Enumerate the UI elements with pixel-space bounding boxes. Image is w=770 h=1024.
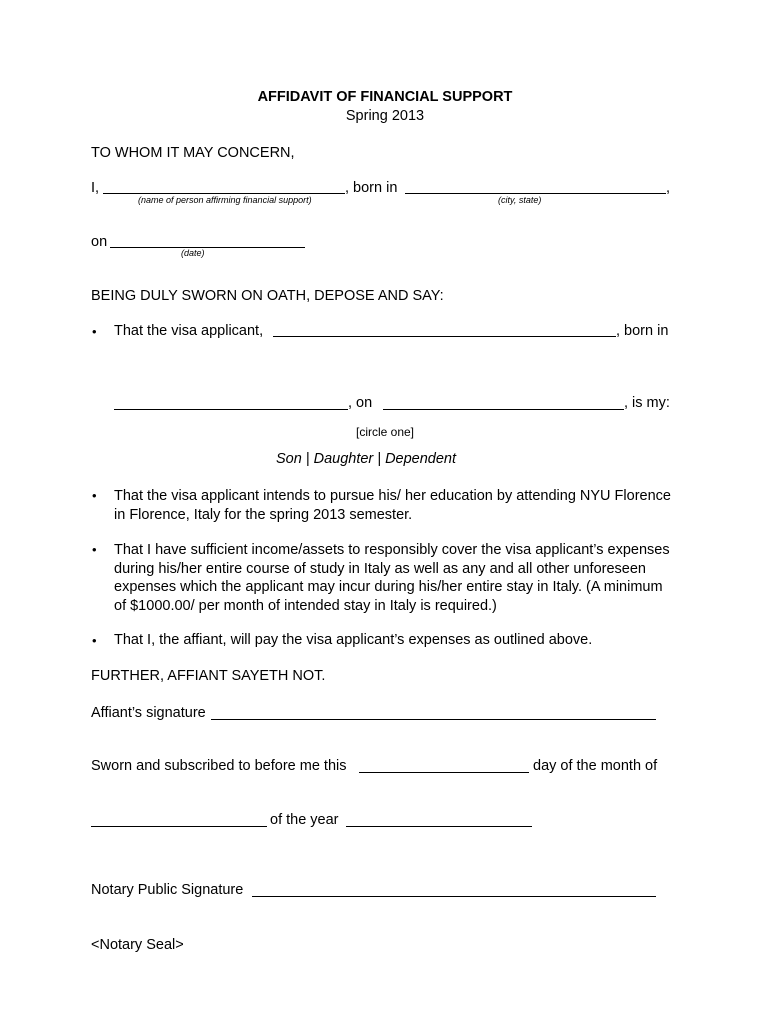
- bullet-1: •: [92, 324, 97, 339]
- sworn-year-blank[interactable]: [346, 826, 532, 827]
- sworn-suffix: day of the month of: [533, 758, 658, 774]
- document-subtitle: Spring 2013: [345, 108, 425, 124]
- line2-prefix: on: [91, 234, 108, 250]
- further-statement: FURTHER, AFFIANT SAYETH NOT.: [91, 668, 326, 684]
- item1-born-in: , born in: [616, 323, 669, 339]
- salutation: TO WHOM IT MAY CONCERN,: [91, 145, 295, 161]
- line1-prefix: I,: [91, 180, 100, 196]
- sworn-day-blank[interactable]: [359, 772, 529, 773]
- line1-born-in: , born in: [345, 180, 398, 196]
- notary-signature-blank[interactable]: [252, 896, 656, 897]
- item2-text: That the visa applicant intends to pursue his/ her education by attending NYU Florence in Florence, Italy for the spring 2013 semester.: [114, 488, 671, 523]
- relationship-options[interactable]: Son | Daughter | Dependent: [275, 451, 457, 467]
- bullet-4: •: [92, 633, 97, 648]
- item1-on: , on: [348, 395, 373, 411]
- item4-text: That I, the affiant, will pay the visa applicant’s expenses as outlined above.: [114, 632, 593, 648]
- item1-prefix: That the visa applicant,: [114, 323, 264, 339]
- sworn-of-year: of the year: [270, 812, 339, 828]
- notary-label: Notary Public Signature: [91, 882, 244, 898]
- line1-suffix: ,: [666, 180, 671, 196]
- place-hint: (city, state): [498, 195, 542, 205]
- oath-statement: BEING DULY SWORN ON OATH, DEPOSE AND SAY:: [91, 288, 444, 304]
- signature-label: Affiant’s signature: [91, 705, 206, 721]
- applicant-birthplace-blank[interactable]: [114, 409, 348, 410]
- item1-is-my: , is my:: [624, 395, 670, 411]
- name-hint: (name of person affirming financial support): [138, 195, 312, 205]
- affiant-name-blank[interactable]: [103, 193, 345, 194]
- sworn-month-blank[interactable]: [91, 826, 267, 827]
- bullet-2: •: [92, 488, 97, 503]
- bullet-3: •: [92, 542, 97, 557]
- document-title: AFFIDAVIT OF FINANCIAL SUPPORT: [257, 89, 513, 105]
- applicant-name-blank[interactable]: [273, 336, 616, 337]
- sworn-prefix: Sworn and subscribed to before me this: [91, 758, 347, 774]
- applicant-birthdate-blank[interactable]: [383, 409, 624, 410]
- circle-one-note: [circle one]: [355, 425, 415, 439]
- date-hint: (date): [181, 248, 205, 258]
- date-blank[interactable]: [110, 247, 305, 248]
- item3-text: That I have sufficient income/assets to responsibly cover the visa applicant’s expenses during his/her entire course of study in Italy as well as any and all other unforeseen expenses which the applicant may incur during his/her entire stay in Italy. (A minimum of $1000.00/ per month of intended stay in Italy is required.): [114, 542, 670, 614]
- affiant-signature-blank[interactable]: [211, 719, 656, 720]
- notary-seal: <Notary Seal>: [91, 937, 184, 953]
- affiant-birthplace-blank[interactable]: [405, 193, 666, 194]
